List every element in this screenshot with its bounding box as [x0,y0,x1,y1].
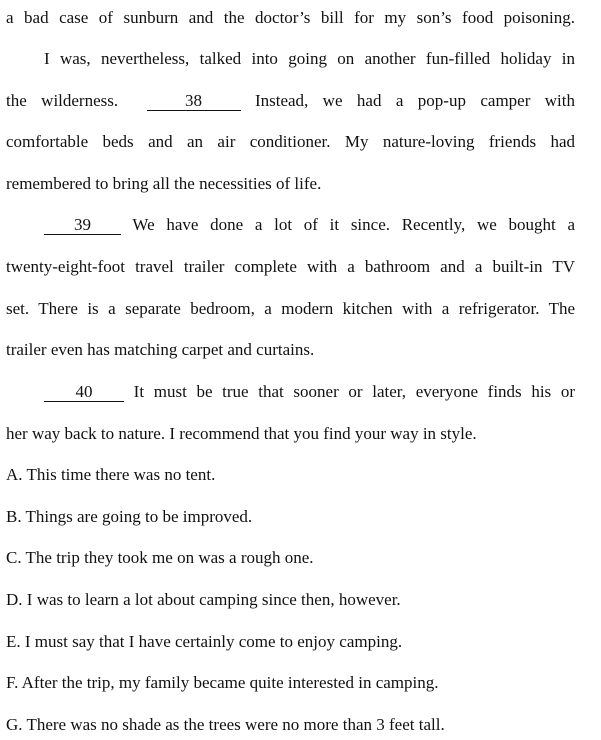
option-a: A. This time there was no tent. [6,465,216,484]
passage-line-2: I was, nevertheless, talked into going on another fun-filled holiday in [44,49,575,68]
passage-line-1: a bad case of sunburn and the doctor’s bill for my son’s food poisoning. [6,8,575,27]
blank-40[interactable]: 40 [44,383,124,402]
blank-39[interactable]: 39 [44,216,121,235]
option-e: E. I must say that I have certainly come to enjoy camping. [6,632,403,651]
passage-line-11: her way back to nature. I recommend that you find your way in style. [6,424,477,443]
passage-line-3-end: Instead, we had a pop-up camper with [254,91,575,110]
passage-line-9: trailer even has matching carpet and curtains. [6,340,315,359]
passage-line-3-start: the wilderness. [6,91,119,110]
passage-line-10 [44,381,575,403]
passage-line-6 [44,214,575,236]
option-c: C. The trip they took me on was a rough one. [6,548,314,567]
passage-line-5: remembered to bring all the necessities of life. [6,174,322,193]
blank-38[interactable]: 38 [147,92,241,111]
passage-line-3 [6,90,575,112]
option-d: D. I was to learn a lot about camping since then, however. [6,590,401,609]
option-g: G. There was no shade as the trees were no more than 3 feet tall. [6,715,445,734]
passage-line-4: comfortable beds and an air conditioner. My nature-loving friends had [6,132,575,151]
option-b: B. Things are going to be improved. [6,507,253,526]
passage-line-8: set. There is a separate bedroom, a modern kitchen with a refrigerator. The [6,299,575,318]
passage-line-10-end: It must be true that sooner or later, everyone finds his or [133,382,575,401]
passage-line-7: twenty-eight-foot travel trailer complete with a bathroom and a built-in TV [6,257,575,276]
option-f: F. After the trip, my family became quite interested in camping. [6,673,439,692]
passage-line-6-end: We have done a lot of it since. Recently, we bought a [132,215,575,234]
